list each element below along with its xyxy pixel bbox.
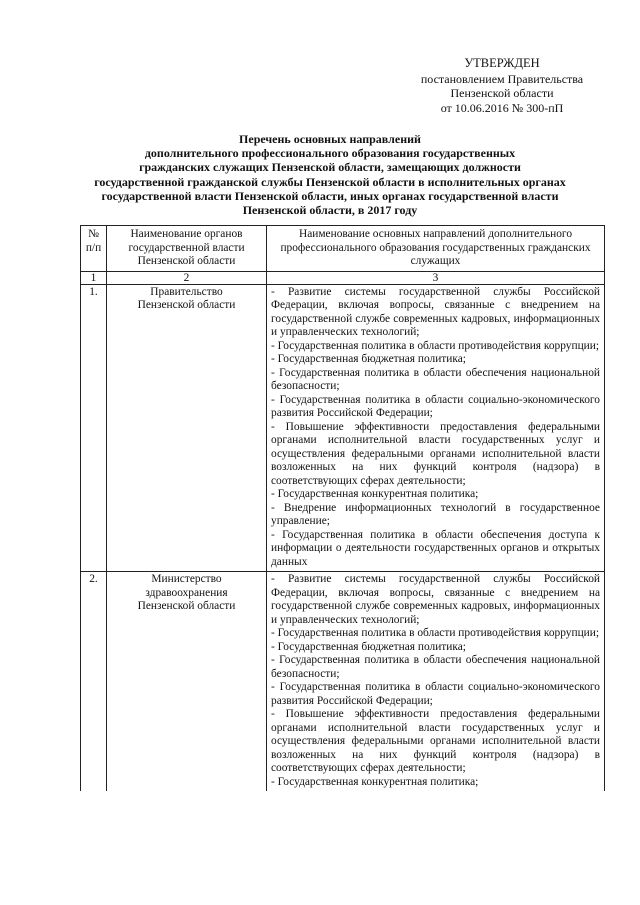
document-title (60, 132, 600, 217)
column-number: 1 (81, 271, 107, 284)
direction-item: - Развитие системы государственной службы Российской Федерации, включая вопросы, связанные с внедрением на государственной службе современных кадровых, информационных и управленческих технологий; (271, 573, 600, 626)
title-line: Перечень основных направлений (239, 132, 421, 146)
title-line: государственной гражданской службы Пензенской области в исполнительных органах (94, 174, 566, 189)
direction-item: - Повышение эффективности предоставления федеральными органами исполнительной власти государственных услуг и осуществления федеральными органами исполнительной власти возложенных на них функций контроля (надзора) в соответствующих сферах деятельности; (271, 420, 600, 487)
directions-list (267, 284, 605, 572)
approval-title: УТВЕРЖДЕН (464, 56, 540, 70)
row-number: 2. (81, 572, 107, 792)
approval-line: от 10.06.2016 № 300-пП (440, 100, 564, 115)
column-number: 2 (107, 271, 267, 284)
approval-block (392, 56, 612, 115)
header-number: № п/п (81, 226, 107, 272)
column-numbers-row (81, 271, 605, 284)
organ-name-line: Пензенской области (137, 299, 236, 311)
direction-item: - Развитие системы государственной службы Российской Федерации, включая вопросы, связанные с внедрением на государственной службе современных кадровых, информационных и управленческих технологий; (271, 285, 600, 338)
column-number: 3 (267, 271, 605, 284)
direction-item: - Государственная конкурентная политика; (271, 775, 479, 788)
organ-name-line: здравоохранения (145, 586, 228, 599)
directions-list (267, 572, 605, 792)
direction-item: - Государственная политика в области обеспечения национальной безопасности; (271, 366, 600, 392)
direction-item: - Повышение эффективности предоставления федеральными органами исполнительной власти государственных услуг и осуществления федеральными органами исполнительной власти возложенных на них функций контроля (надзора) в соответствующих сферах деятельности; (271, 708, 600, 774)
approval-line: Пензенской области (450, 86, 554, 100)
title-line: государственной власти Пензенской области, иных органах государственной власти (101, 188, 559, 203)
approval-line: постановлением Правительства (420, 71, 584, 86)
header-directions: Наименование основных направлений дополнительного профессионального образования государственных гражданских служащих (267, 226, 605, 272)
table-header-row (81, 226, 605, 272)
direction-item: - Государственная политика в области противодействия коррупции; (271, 627, 600, 639)
direction-item: - Государственная бюджетная политика; (271, 640, 466, 653)
direction-item: - Государственная конкурентная политика; (271, 488, 479, 500)
direction-item: - Государственная политика в области противодействия коррупции; (271, 339, 600, 352)
organ-name-line: Пензенской области (137, 600, 236, 612)
title-line: дополнительного профессионального образования государственных (144, 146, 516, 161)
direction-item: - Государственная политика в области обеспечения доступа к информации о деятельности государственных органов и открытых данных (271, 528, 600, 568)
organ-name (107, 572, 267, 792)
directions-table (80, 225, 605, 791)
row-number: 1. (81, 284, 107, 572)
direction-item: - Государственная политика в области социально-экономического развития Российской Федерации; (271, 681, 600, 707)
direction-item: - Внедрение информационных технологий в государственное управление; (271, 501, 600, 527)
direction-item: - Государственная политика в области обеспечения национальной безопасности; (271, 654, 600, 680)
title-line: гражданских служащих Пензенской области, замещающих должности (139, 160, 521, 175)
header-organ: Наименование органов государственной власти Пензенской области (107, 226, 267, 272)
organ-name-line: Министерство (151, 573, 222, 585)
organ-name (107, 284, 267, 572)
table-row (81, 284, 605, 572)
table-row (81, 572, 605, 792)
organ-name-line: Правительство (150, 285, 223, 298)
direction-item: - Государственная политика в области социально-экономического развития Российской Федерации; (271, 393, 600, 419)
direction-item: - Государственная бюджетная политика; (271, 353, 466, 365)
title-line: Пензенской области, в 2017 году (242, 203, 418, 218)
